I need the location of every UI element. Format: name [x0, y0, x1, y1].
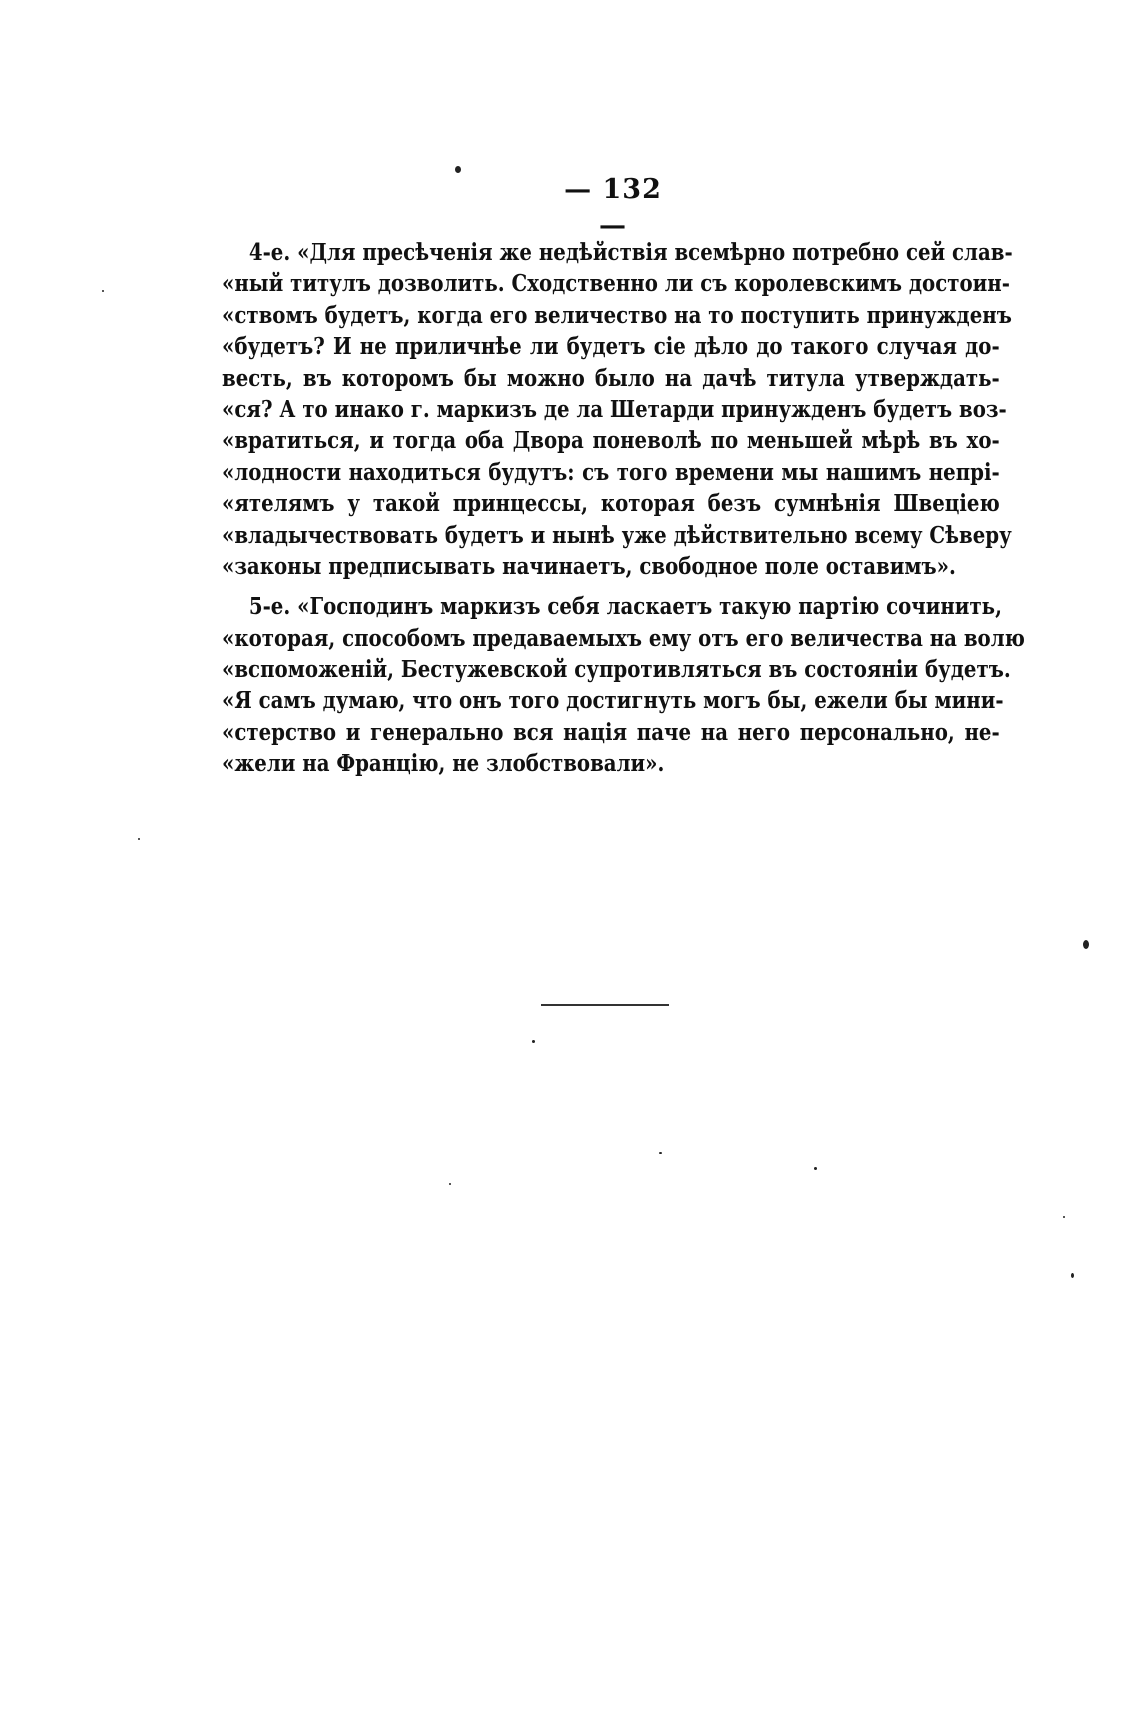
- scan-speck: [138, 838, 140, 840]
- text-line: «законы предписывать начинаетъ, свободное поле оставимъ».: [222, 551, 956, 580]
- scan-speck: [455, 166, 461, 173]
- text-line: «будетъ? И не приличнѣе ли будетъ сіе дѣло до такого случая до-: [222, 332, 1000, 361]
- text-line: 4-е. «Для пресѣченія же недѣйствія всемѣрно потребно сей слав-: [248, 238, 1013, 266]
- text-line: «лодности находиться будутъ: съ того времени мы нашимъ непрі-: [222, 457, 1000, 486]
- text-line: «жели на Францію, не злобствовали».: [222, 749, 665, 778]
- scan-speck: [449, 1183, 451, 1185]
- scan-speck: [532, 1040, 535, 1043]
- page-number: — 132 —: [564, 174, 662, 241]
- text-line: весть, въ которомъ бы можно было на дачѣ титула утверждать-: [222, 363, 1000, 392]
- text-line: «ся? А то инако г. маркизъ де ла Шетарди принужденъ будетъ воз-: [222, 394, 1007, 423]
- text-line: «владычествовать будетъ и нынѣ уже дѣйствительно всему Сѣверу: [222, 520, 1012, 549]
- scan-speck: [814, 1167, 817, 1170]
- text-line: «Я самъ думаю, что онъ того достигнуть могъ бы, ежели бы мини-: [222, 686, 1004, 715]
- text-line: 5-е. «Господинъ маркизъ себя ласкаетъ такую партію сочинить,: [248, 592, 1002, 621]
- text-line: «вспоможеній, Бестужевской супротивляться въ состояніи будетъ.: [222, 655, 1011, 684]
- scan-speck: [1083, 940, 1089, 949]
- scan-speck: [102, 290, 104, 292]
- text-line: «ный титулъ дозволить. Сходственно ли съ королевскимъ достоин-: [222, 269, 1010, 298]
- paragraph-5: [222, 591, 1025, 779]
- text-line: «вратиться, и тогда оба Двора поневолѣ по меньшей мѣрѣ въ хо-: [222, 426, 1000, 455]
- text-line: «стерство и генерально вся нація паче на него персонально, не-: [222, 717, 1000, 746]
- text-line: «которая, способомъ предаваемыхъ ему отъ его величества на волю: [222, 623, 1025, 652]
- text-line: «ятелямъ у такой принцессы, которая безъ сумнѣнія Швеціею: [222, 489, 1000, 518]
- scan-speck: [659, 1152, 662, 1154]
- scan-speck: [1063, 1216, 1065, 1218]
- text-line: «ствомъ будетъ, когда его величество на то поступить принужденъ: [222, 300, 1012, 329]
- scan-speck: [1071, 1273, 1074, 1278]
- body-text: [222, 237, 1025, 789]
- end-rule: [541, 1004, 669, 1006]
- paragraph-4: [222, 237, 1013, 582]
